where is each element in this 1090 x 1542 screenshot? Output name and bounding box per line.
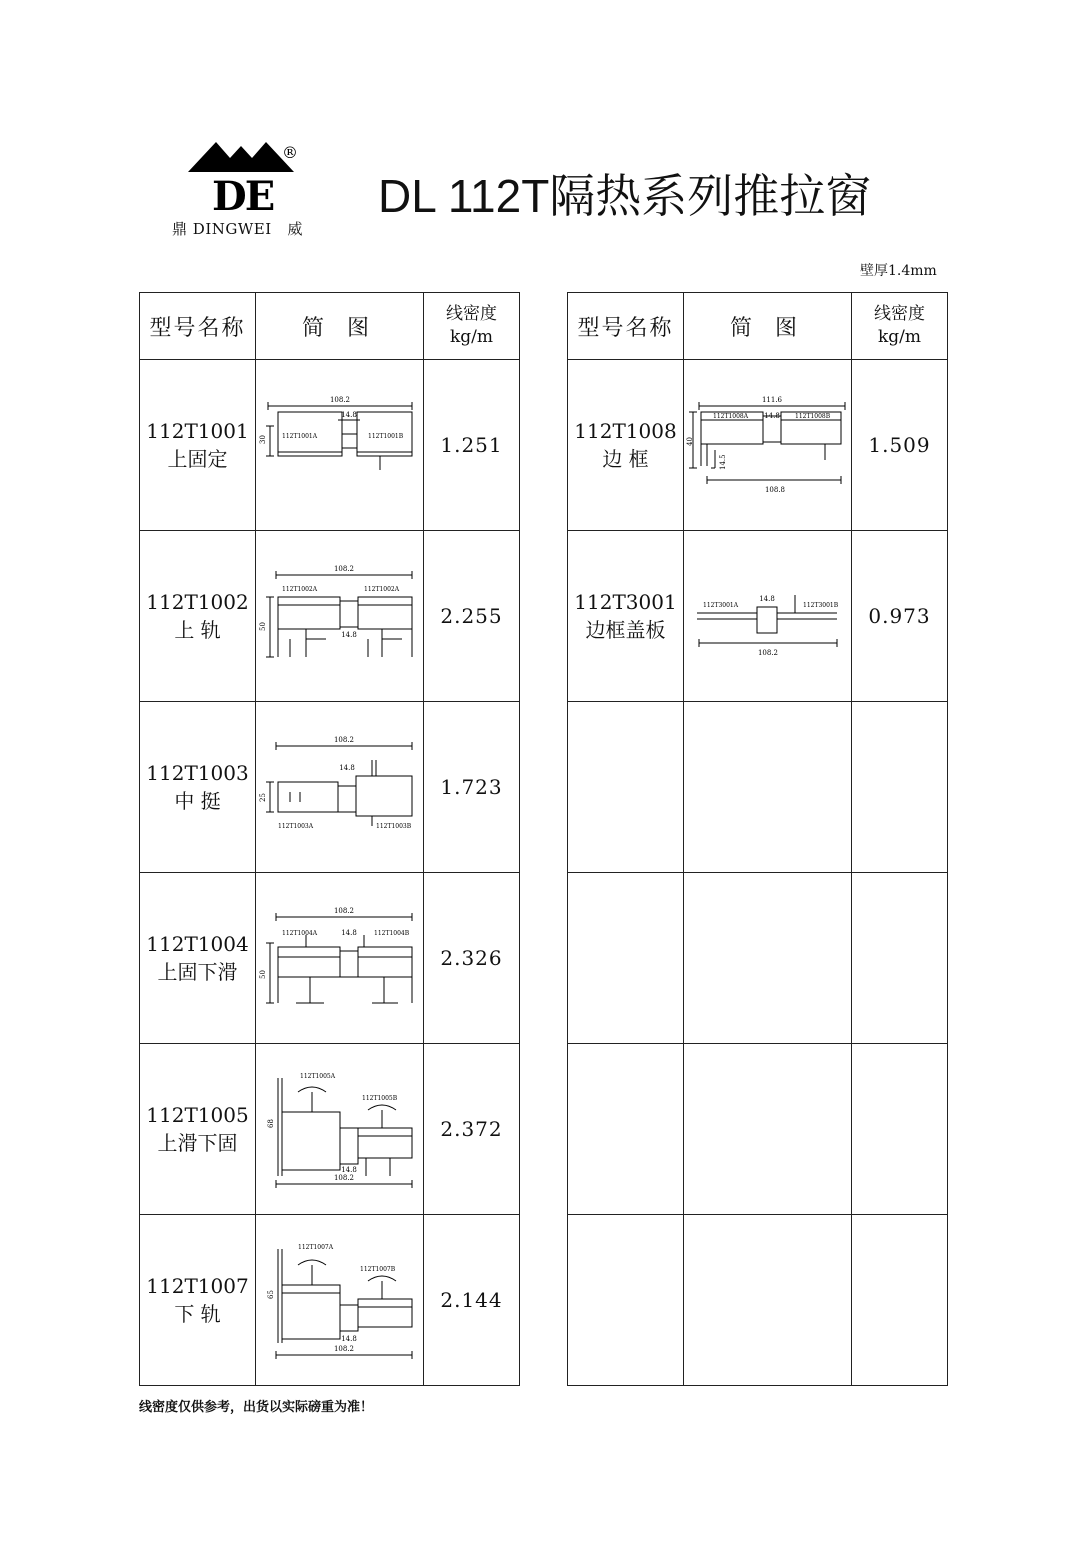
density-cell [852, 1215, 948, 1386]
svg-text:40: 40 [686, 437, 694, 446]
density-cell [852, 1044, 948, 1215]
density-cell: 2.326 [424, 873, 520, 1044]
diagram-cell [684, 1044, 852, 1215]
model-cell: 112T1007 下 轨 [140, 1215, 256, 1386]
model-cell [568, 702, 684, 873]
svg-text:112T3001A: 112T3001A [703, 602, 739, 609]
density-cell: 2.255 [424, 531, 520, 702]
table-row [568, 1044, 948, 1215]
svg-text:112T1004A: 112T1004A [281, 930, 317, 937]
table-row [568, 1215, 948, 1386]
profile-diagram-112T1007 [260, 1235, 420, 1365]
svg-text:14.8: 14.8 [340, 1166, 357, 1174]
svg-text:112T1003B: 112T1003B [375, 823, 411, 830]
profile-diagram-112T1008 [685, 390, 850, 500]
table-row [140, 360, 520, 531]
profile-diagram-112T1004 [260, 903, 420, 1013]
diagram-cell [256, 873, 424, 1044]
svg-text:68: 68 [266, 1119, 275, 1128]
diagram-cell [684, 873, 852, 1044]
table-row [140, 531, 520, 702]
diagram-cell [684, 360, 852, 531]
model-cell: 112T1008 边 框 [568, 360, 684, 531]
svg-text:25: 25 [258, 793, 267, 802]
diagram-cell [256, 702, 424, 873]
svg-text:14.5: 14.5 [719, 454, 727, 470]
svg-text:112T1001B: 112T1001B [367, 433, 403, 440]
svg-text:112T1008B: 112T1008B [795, 413, 831, 420]
svg-text:108.2: 108.2 [333, 1345, 354, 1353]
svg-text:14.8: 14.8 [340, 631, 357, 639]
table-row [140, 1044, 520, 1215]
svg-text:50: 50 [258, 970, 267, 979]
profile-table-left [139, 292, 520, 1386]
table-row [568, 702, 948, 873]
header-model: 型号名称 [568, 293, 684, 360]
profile-diagram-112T1002 [260, 561, 420, 671]
table-row [140, 1215, 520, 1386]
model-cell: 112T3001 边框盖板 [568, 531, 684, 702]
header-model: 型号名称 [140, 293, 256, 360]
svg-text:14.8: 14.8 [338, 764, 355, 772]
dingwei-logo-icon [186, 138, 298, 220]
svg-text:112T1003A: 112T1003A [277, 823, 313, 830]
svg-text:112T1002A: 112T1002A [281, 586, 317, 593]
header-density: 线密度 kg/m [852, 293, 948, 360]
table-row [140, 873, 520, 1044]
svg-text:108.2: 108.2 [333, 736, 354, 744]
density-cell: 1.251 [424, 360, 520, 531]
diagram-cell [684, 702, 852, 873]
svg-text:112T1007A: 112T1007A [297, 1244, 333, 1251]
svg-text:14.8: 14.8 [340, 411, 357, 419]
svg-text:108.2: 108.2 [333, 907, 354, 915]
density-cell [852, 873, 948, 1044]
table-row [568, 360, 948, 531]
diagram-cell [684, 1215, 852, 1386]
diagram-cell [256, 360, 424, 531]
wall-thickness-note: 壁厚1.4mm [860, 263, 937, 279]
model-cell [568, 873, 684, 1044]
svg-text:14.8: 14.8 [759, 595, 775, 603]
svg-text:30: 30 [258, 435, 267, 444]
svg-text:50: 50 [258, 622, 267, 631]
svg-text:14.8: 14.8 [340, 929, 357, 937]
profile-diagram-112T3001 [685, 561, 850, 671]
svg-text:14.8: 14.8 [340, 1335, 357, 1343]
table-header-row [568, 293, 948, 360]
page-title: DL 112T隔热系列推拉窗 [378, 170, 872, 222]
table-header-row [140, 293, 520, 360]
footer-note: 线密度仅供参考，出货以实际磅重为准！ [139, 1400, 374, 1415]
diagram-cell [684, 531, 852, 702]
profile-diagram-112T1005 [260, 1064, 420, 1194]
brand-name: 鼎 DINGWEI 威 [172, 220, 303, 238]
svg-text:108.2: 108.2 [329, 396, 350, 404]
header-diagram: 简 图 [684, 293, 852, 360]
model-cell [568, 1044, 684, 1215]
model-cell: 112T1002 上 轨 [140, 531, 256, 702]
svg-text:14.8: 14.8 [764, 412, 780, 420]
density-cell: 0.973 [852, 531, 948, 702]
svg-text:108.8: 108.8 [764, 486, 786, 494]
svg-text:108.2: 108.2 [333, 565, 354, 573]
density-cell: 2.144 [424, 1215, 520, 1386]
svg-text:DE: DE [212, 173, 274, 220]
svg-text:65: 65 [266, 1290, 275, 1299]
brand-logo [172, 138, 312, 240]
registered-mark: ® [282, 143, 298, 162]
table-row [140, 702, 520, 873]
svg-text:111.6: 111.6 [761, 396, 783, 404]
header-diagram: 简 图 [256, 293, 424, 360]
model-cell: 112T1005 上滑下固 [140, 1044, 256, 1215]
model-cell: 112T1001 上固定 [140, 360, 256, 531]
table-row [568, 873, 948, 1044]
diagram-cell [256, 1044, 424, 1215]
density-cell: 1.509 [852, 360, 948, 531]
svg-text:112T1007B: 112T1007B [359, 1266, 395, 1273]
profile-diagram-112T1003 [260, 732, 420, 842]
diagram-cell [256, 1215, 424, 1386]
svg-text:112T1001A: 112T1001A [281, 433, 317, 440]
profile-table-right [567, 292, 948, 1386]
svg-text:112T1008A: 112T1008A [713, 413, 749, 420]
density-cell: 1.723 [424, 702, 520, 873]
density-cell [852, 702, 948, 873]
model-cell: 112T1004 上固下滑 [140, 873, 256, 1044]
svg-text:112T3001B: 112T3001B [803, 602, 839, 609]
svg-text:112T1005B: 112T1005B [361, 1095, 397, 1102]
diagram-cell [256, 531, 424, 702]
density-cell: 2.372 [424, 1044, 520, 1215]
svg-text:108.2: 108.2 [333, 1174, 354, 1182]
model-cell: 112T1003 中 挺 [140, 702, 256, 873]
svg-text:112T1005A: 112T1005A [299, 1073, 335, 1080]
model-cell [568, 1215, 684, 1386]
svg-text:112T1002A: 112T1002A [363, 586, 399, 593]
header-density: 线密度 kg/m [424, 293, 520, 360]
svg-text:112T1004B: 112T1004B [373, 930, 409, 937]
profile-diagram-112T1001 [260, 390, 420, 500]
table-row [568, 531, 948, 702]
svg-text:108.2: 108.2 [757, 649, 779, 657]
